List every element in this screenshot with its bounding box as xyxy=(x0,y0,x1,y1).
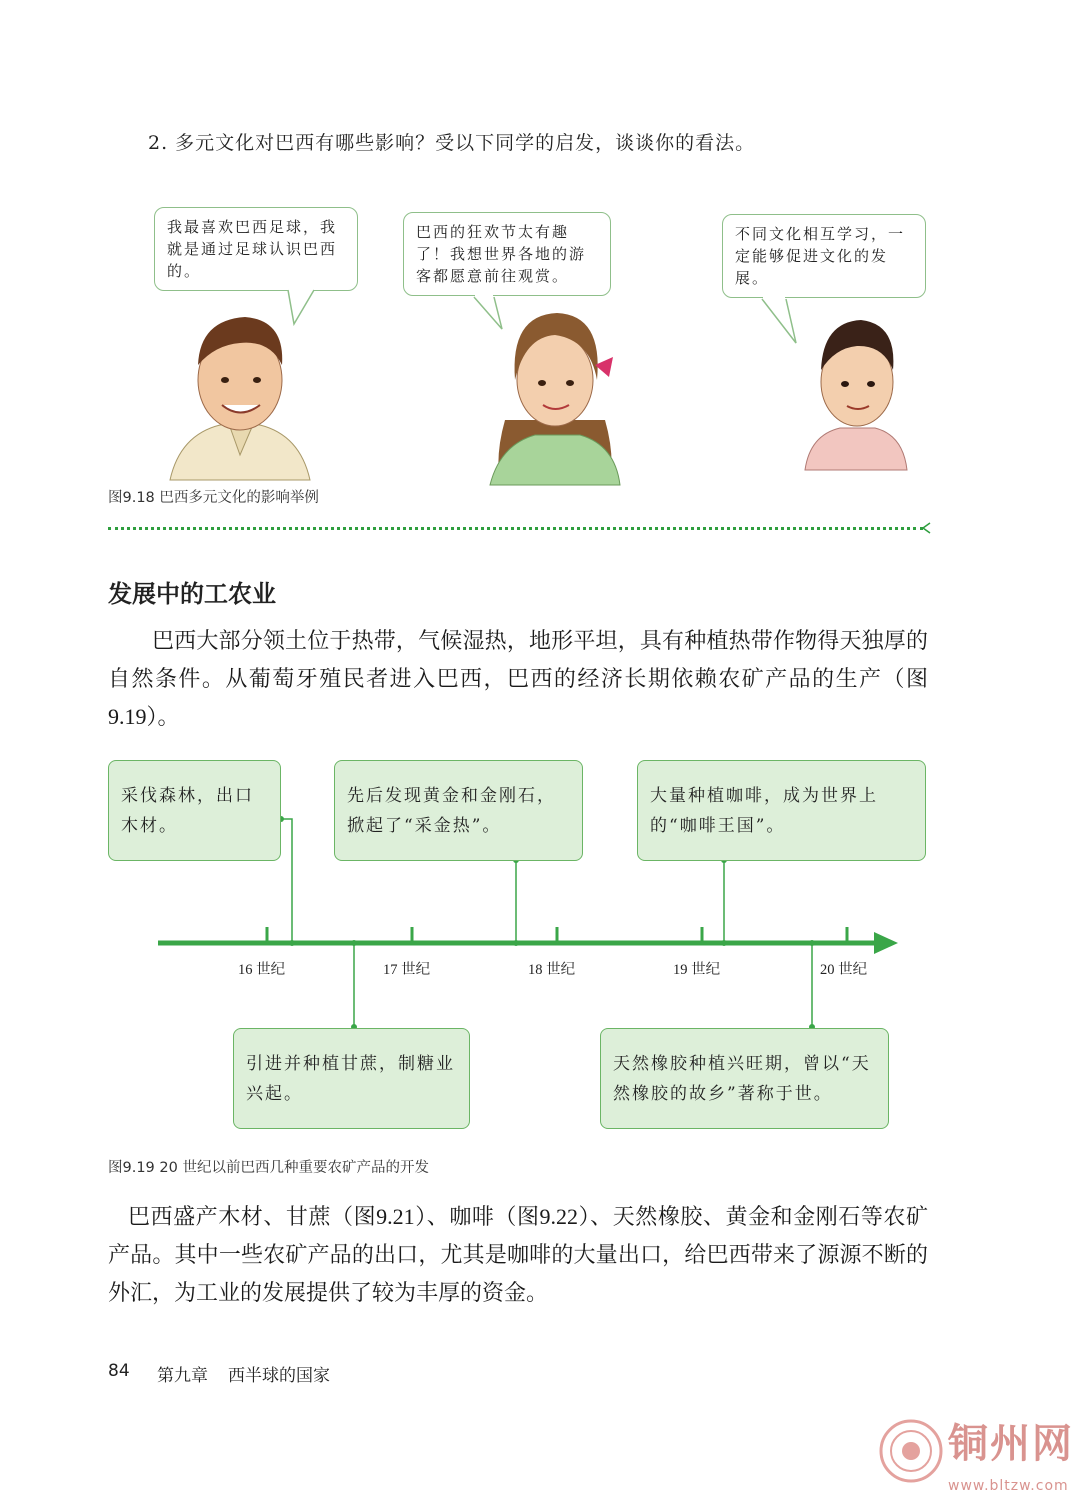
century-label-17: 17 世纪 xyxy=(383,962,431,978)
watermark-name: 铜州网 xyxy=(948,1420,1074,1467)
paragraph-2: 巴西盛产木材、甘蔗（图9.21）、咖啡（图9.22）、天然橡胶、黄金和金刚石等农矿产品。其中一些农矿产品的出口，尤其是咖啡的大量出口，给巴西带来了源源不断的外汇，为工业的发展提供了较为丰厚的资金。 xyxy=(108,1204,928,1305)
century-label-19: 19 世纪 xyxy=(673,962,721,978)
chapter-label: 第九章 xyxy=(157,1366,208,1386)
century-label-16: 16 世纪 xyxy=(238,962,286,978)
timeline-event-timber: 采伐森林，出口木材。 xyxy=(108,760,281,861)
timeline-event-gold: 先后发现黄金和金刚石，掀起了“采金热”。 xyxy=(334,760,583,861)
discussion-question: 2. 多元文化对巴西有哪些影响？受以下同学的启发，谈谈你的看法。 xyxy=(148,132,756,154)
watermark-url: www.bltzw.com xyxy=(948,1478,1069,1494)
watermark-logo-icon xyxy=(878,1418,944,1484)
page-number: 84 xyxy=(108,1361,130,1381)
section-title: 发展中的工农业 xyxy=(108,580,276,608)
century-label-20: 20 世纪 xyxy=(820,962,868,978)
figure-9-18-caption: 图9.18 巴西多元文化的影响举例 xyxy=(108,490,319,506)
speech-bubble-3: 不同文化相互学习，一定能够促进文化的发展。 xyxy=(722,214,926,298)
figure-9-19-caption: 图9.19 20 世纪以前巴西几种重要农矿产品的开发 xyxy=(108,1160,429,1176)
timeline-event-rubber: 天然橡胶种植兴旺期，曾以“天然橡胶的故乡”著称于世。 xyxy=(600,1028,889,1129)
speech-bubble-2: 巴西的狂欢节太有趣了！我想世界各地的游客都愿意前往观赏。 xyxy=(403,212,611,296)
chapter-title: 西半球的国家 xyxy=(228,1366,330,1386)
timeline-event-sugarcane: 引进并种植甘蔗，制糖业兴起。 xyxy=(233,1028,470,1129)
century-label-18: 18 世纪 xyxy=(528,962,576,978)
timeline-event-coffee: 大量种植咖啡，成为世界上的“咖啡王国”。 xyxy=(637,760,926,861)
paragraph-1: 巴西大部分领土位于热带，气候湿热，地形平坦，具有种植热带作物得天独厚的自然条件。从葡萄牙殖民者进入巴西，巴西的经济长期依赖农矿产品的生产（图9.19）。 xyxy=(108,628,928,729)
speech-bubble-1: 我最喜欢巴西足球，我就是通过足球认识巴西的。 xyxy=(154,207,358,291)
